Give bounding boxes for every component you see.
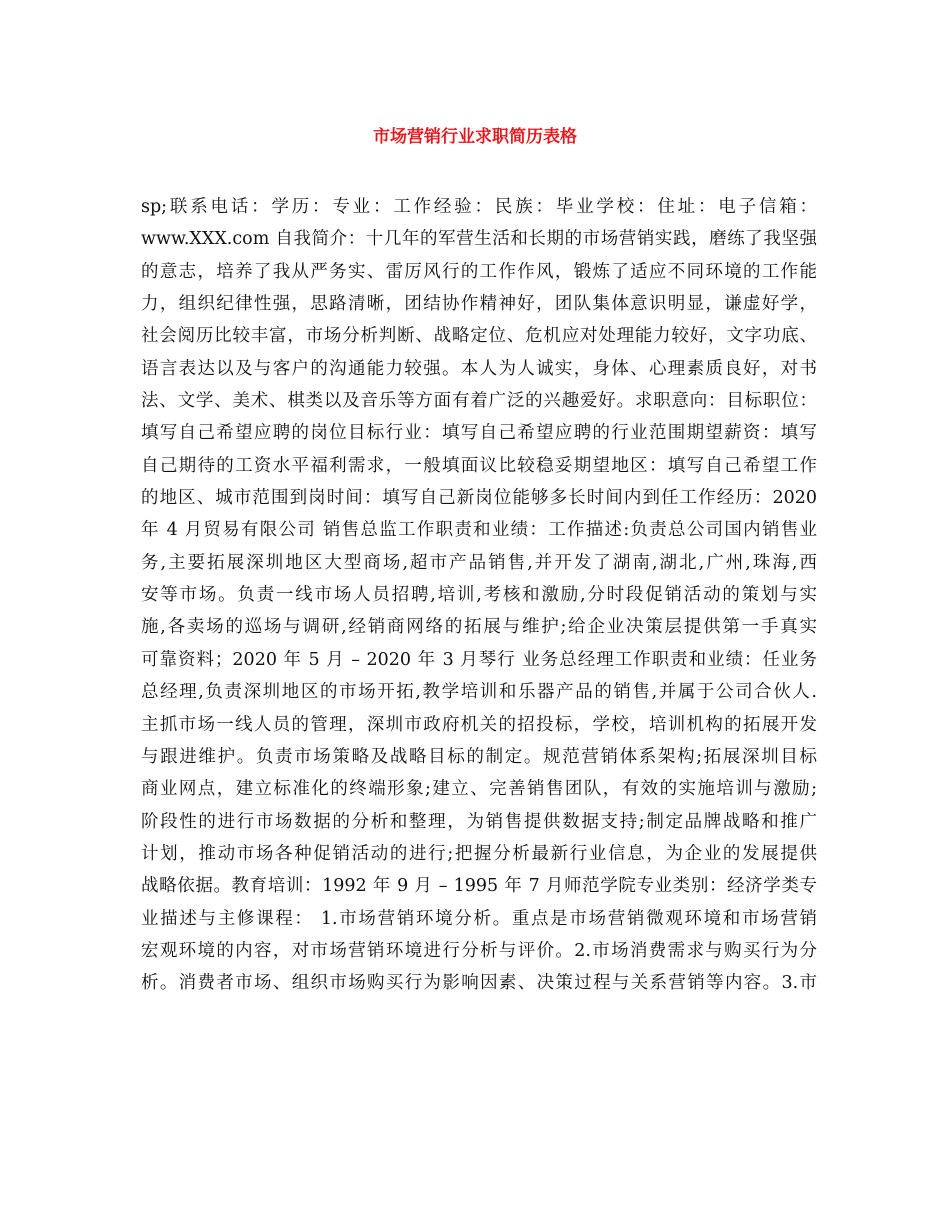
body-line: 战略依据。教育培训：1992 年 9 月 – 1995 年 7 月师范学院专业类别：经济学类专	[141, 876, 817, 897]
body-line: 务,主要拓展深圳地区大型商场,超市产品销售,并开发了湖南,湖北,广州,珠海,西	[141, 552, 817, 573]
body-line: 填写自己希望应聘的岗位目标行业：填写自己希望应聘的行业范围期望薪资：填写	[141, 423, 817, 444]
body-line: 与跟进维护。负责市场策略及战略目标的制定。规范营销体系架构;拓展深圳目标	[141, 746, 817, 767]
body-line: 施,各卖场的巡场与调研,经销商网络的拓展与维护;给企业决策层提供第一手真实	[141, 617, 817, 638]
body-line: 主抓市场一线人员的管理，深圳市政府机关的招投标，学校，培训机构的拓展开发	[141, 714, 817, 735]
body-line: 阶段性的进行市场数据的分析和整理，为销售提供数据支持;制定品牌战略和推广	[141, 811, 817, 832]
body-line: 语言表达以及与客户的沟通能力较强。本人为人诚实，身体、心理素质良好，对书	[141, 358, 817, 379]
body-line: 法、文学、美术、棋类以及音乐等方面有着广泛的兴趣爱好。求职意向：目标职位：	[141, 391, 817, 412]
body-line: 年 4 月贸易有限公司 销售总监工作职责和业绩：工作描述:负责总公司国内销售业	[141, 520, 817, 541]
body-line: 的地区、城市范围到岗时间：填写自己新岗位能够多长时间内到任工作经历：2020	[141, 488, 817, 509]
body-line: 社会阅历比较丰富，市场分析判断、战略定位、危机应对处理能力较好，文字功底、	[141, 326, 817, 347]
body-line: 的意志，培养了我从严务实、雷厉风行的工作作风，锻炼了适应不同环境的工作能	[141, 261, 817, 282]
body-line: 业描述与主修课程： 1.市场营销环境分析。重点是市场营销微观环境和市场营销	[141, 908, 817, 929]
body-line: 安等市场。负责一线市场人员招聘,培训,考核和激励,分时段促销活动的策划与实	[141, 585, 817, 606]
body-line: 计划，推动市场各种促销活动的进行;把握分析最新行业信息，为企业的发展提供	[141, 843, 817, 864]
document-body	[141, 191, 817, 1000]
body-line: 自己期待的工资水平福利需求，一般填面议比较稳妥期望地区：填写自己希望工作	[141, 455, 817, 476]
body-line: www.XXX.com 自我简介：十几年的军营生活和长期的市场营销实践，磨练了我坚强	[141, 229, 817, 250]
body-line: 宏观环境的内容，对市场营销环境进行分析与评价。2.市场消费需求与购买行为分	[141, 940, 817, 961]
body-line: 总经理,负责深圳地区的市场开拓,教学培训和乐器产品的销售,并属于公司合伙人.	[141, 682, 817, 703]
body-line: 可靠资料；2020 年 5 月 – 2020 年 3 月琴行 业务总经理工作职责和业绩：任业务	[141, 649, 817, 670]
body-line: 力，组织纪律性强，思路清晰，团结协作精神好，团队集体意识明显，谦虚好学，	[141, 294, 817, 315]
document-title: 市场营销行业求职简历表格	[373, 127, 577, 147]
body-line: 商业网点，建立标准化的终端形象;建立、完善销售团队，有效的实施培训与激励;	[141, 779, 817, 800]
body-line: 析。消费者市场、组织市场购买行为影响因素、决策过程与关系营销等内容。3.市	[141, 973, 817, 994]
body-line: sp;联系电话：学历：专业：工作经验：民族：毕业学校：住址：电子信箱：	[141, 197, 817, 217]
